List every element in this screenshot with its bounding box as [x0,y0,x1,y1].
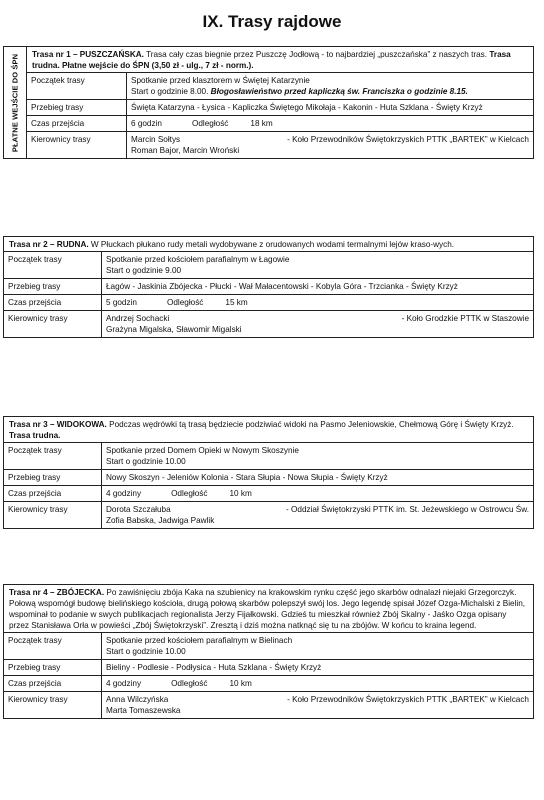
route-4-path-row: Przebieg trasy Bieliny - Podlesie - Podłysica - Huta Szklana - Święty Krzyż [4,660,533,676]
route-1-leaders-row: Kierownicy trasy Marcin Sołtys - Koło Przewodników Świętokrzyskich PTTK „BARTEK” w Kielcach Roman Bajor, Marcin Wroński [27,132,533,158]
route-1-time-row: Czas przejścia 6 godzin Odległość 18 km [27,116,533,132]
route-4-table [3,584,534,719]
route-3-header: Trasa nr 3 – WIDOKOWA. [9,420,107,429]
route-4-leaders-row: Kierownicy trasy Anna Wilczyńska - Koło Przewodników Świętokrzyskich PTTK „BARTEK” w Kielcach Marta Tomaszewska [4,692,533,718]
route-2-header: Trasa nr 2 – RUDNA. [9,240,89,249]
route-1-header: Trasa nr 1 – PUSZCZAŃSKA. [32,50,144,59]
route-4-time-row: Czas przejścia 4 godziny Odległość 10 km [4,676,533,692]
route-2-start-row: Początek trasy Spotkanie przed kościołem parafialnym w Łagowie Start o godzinie 9.00 [4,252,533,279]
route-4-start-row: Początek trasy Spotkanie przed kościołem parafialnym w Bielinach Start o godzinie 10.00 [4,633,533,660]
route-3-start-row: Początek trasy Spotkanie przed Domem Opieki w Nowym Skoszynie Start o godzinie 10.00 [4,443,533,470]
route-3-path-row: Przebieg trasy Nowy Skoszyn - Jeleniów Kolonia - Stara Słupia - Nowa Słupia - Święty Krzyż [4,470,533,486]
route-1-start-row: Początek trasy Spotkanie przed klasztorem w Świętej Katarzynie Start o godzinie 8.00. Błogosławieństwo przed kapliczką św. Franciszka o godzinie 8.15. [27,73,533,100]
route-4-header: Trasa nr 4 – ZBÓJECKA. [9,588,105,597]
route-3-time-row: Czas przejścia 4 godziny Odległość 10 km [4,486,533,502]
route-3-table [3,416,534,529]
route-1-description: Trasa nr 1 – PUSZCZAŃSKA. Trasa cały czas biegnie przez Puszczę Jodłową - to najbardziej „puszczańska” z naszych tras. Trasa trudna. Płatne wejście do ŚPN (3,50 zł - ulg., 7 zł - norm.). [27,47,533,73]
route-2-description: Trasa nr 2 – RUDNA. W Płuckach płukano rudy metali wydobywane z orudowanych wodami termalnymi lejów kraso-wych. [4,237,533,252]
route-3-description: Trasa nr 3 – WIDOKOWA. Podczas wędrówki tą trasą będziecie podziwiać widoki na Pasmo Jeleniowskie, Chełmową Górę i Święty Krzyż. Trasa trudna. [4,417,533,443]
page-title: IX. Trasy rajdowe [202,12,342,31]
route-2-leaders-row: Kierownicy trasy Andrzej Sochacki - Koło Grodzkie PTTK w Staszowie Grażyna Migalska, Sławomir Migalski [4,311,533,337]
route-2-time-row: Czas przejścia 5 godzin Odległość 15 km [4,295,533,311]
route-4-description: Trasa nr 4 – ZBÓJECKA. Po zawiśnięciu zbója Kaka na szubienicy na krakowskim rynku część jego skarbów odnalazł niejaki Grzegorczyk. Połową wspomógł budowę bielińskiego kościoła, drugą połową skarbów polepszył swój los. Jego legendę spisał Józef Ozga-Michalski z Bielin, wspominał to podanie w swych publikacjach regionalista Jerzy Fijałkowski. Gdzieś tu mieszkał również Zbój Skalny - Jaśko Ozga opisany przez Stanisława Orła w powieści „Zbój Świętokrzyski”. Zresztą i dziś można natknąć się tu na zbójów. W końcu to kraina legend. [4,585,533,633]
route-2-table [3,236,534,338]
route-1-side-label: PŁATNE WEJŚCIE DO ŚPN [4,47,27,158]
route-1-table [3,46,534,159]
route-3-leaders-row: Kierownicy trasy Dorota Szczałuba - Oddział Świętokrzyski PTTK im. St. Jeżewskiego w Ostrowcu Św. Zofia Babska, Jadwiga Pawlik [4,502,533,528]
route-2-path-row: Przebieg trasy Łagów - Jaskinia Zbójecka - Płucki - Wał Małacentowski - Kobyla Góra - Trzcianka - Święty Krzyż [4,279,533,295]
route-1-path-row: Przebieg trasy Święta Katarzyna - Łysica - Kapliczka Świętego Mikołaja - Kakonin - Huta Szklana - Święty Krzyż [27,100,533,116]
